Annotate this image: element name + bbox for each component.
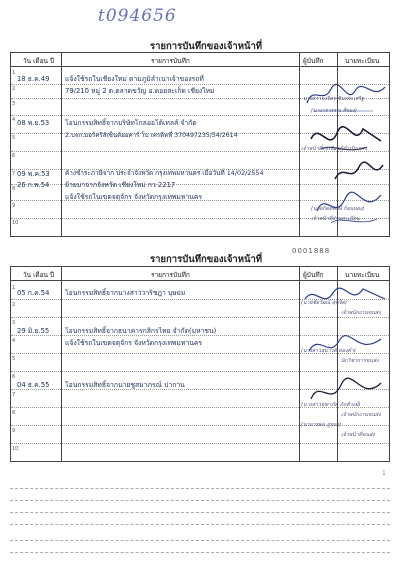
row4-line1: ย้ายมาจากจังหวัด เชียงใหม่ กว 2217 xyxy=(65,181,176,189)
row2-date: 08 พ.ย.53 xyxy=(17,119,50,127)
note-1: นางสาวจงจิตร ชินประเสริฐ xyxy=(303,96,364,102)
footer-stamp: 0001888 xyxy=(292,247,331,255)
t2-note-1: (นายชัยวัฒน์ สุขจิต) xyxy=(301,300,348,306)
table2-header xyxy=(11,267,389,281)
t2-note-4: นักวิชาการขนส่ง xyxy=(341,358,379,364)
row1-line2: 79/210 หมู่ 2 ต.ตลาดขวัญ อ.ดอยสะเก็ด เชียงใหม่ xyxy=(65,87,215,95)
note-5: เจ้าหน้าที่ส่วนทะเบียน xyxy=(311,216,360,222)
row1-date: 18 ธ.ค.49 xyxy=(17,75,50,83)
header-recorder: ผู้บันทึก xyxy=(303,57,324,65)
t2-note-3: (นางสาวสุมาวดี ทองคำ) xyxy=(301,348,356,354)
record-table-1: วัน เดือน ปี รายการบันทึก ผู้บันทึก นายทะเบียน 1 2 3 4 5 6 7 8 9 10 18 ธ.ค.49 แจ้งใช้รถในเชียงใหม่ ตามภูมิลำเนาเจ้าของรถที่ 79/210 หมู่ 2 ต.ตลาดขวัญ อ.ดอยสะเก็ด เชียงใหม่ 08 พ.ย.53 โอนกรรมสิทธิ์จากบริษัทโกลออโต้เทลส์ จำกัด 2.บจก.มอร์คริส์เซ็นต์ออคาร์ โบ เครดิตที่ 370497235/54/2614 09 พ.ค.53 ค้างชำระภาษีจาก ประจำจังหวัด กรุงเทพมหานคร เมื่อวันที่ 14/02/2554 26 ก.พ.54 ย้ายมาจากจังหวัด เชียงใหม่ กว 2217 แจ้งใช้รถในเขตจตุจักร จังหวัดกรุงเทพมหานคร นางสาวจงจิตร ชินประเสริฐ (นางวรวรรณ สีทอง) เจ้าหน้าที่ทะเบียนผู้ดำเนินการ (นายกิตติพงษ์ ก้อนทอง) เจ้าหน้าที่ส่วนทะเบียน xyxy=(10,52,390,237)
note-2: (นางวรวรรณ สีทอง) xyxy=(311,108,357,114)
t2-note-6: เจ้าพนักงานขนส่ง xyxy=(341,412,381,418)
t2-row2-date: 29 มิ.ย.55 xyxy=(17,327,50,335)
row3-line1: ค้างชำระภาษีจาก ประจำจังหวัด กรุงเทพมหานคร เมื่อวันที่ 14/02/2554 xyxy=(65,169,264,177)
document-number: t094656 xyxy=(98,6,177,26)
table1-title: รายการบันทึกของเจ้าหน้าที่ xyxy=(150,41,263,52)
t2-row3-date: 04 ธ.ค.55 xyxy=(17,381,50,389)
row2-line1: โอนกรรมสิทธิ์จากบริษัทโกลออโต้เทลส์ จำกัด xyxy=(65,119,197,127)
t2-row1-line1: โอนกรรมสิทธิ์จากนางสาววาริชฎา บุษยม xyxy=(65,289,186,297)
t2-row1-date: 05 ก.ค.54 xyxy=(17,289,50,297)
row1-line1: แจ้งใช้รถในเชียงใหม่ ตามภูมิลำเนาเจ้าของรถที่ xyxy=(65,75,204,83)
corner-mark: 1 xyxy=(382,470,386,477)
header-date: วัน เดือน ปี xyxy=(23,271,55,279)
t2-note-2: เจ้าพนักงานขนส่ง xyxy=(341,310,381,316)
header-entry: รายการบันทึก xyxy=(151,57,190,65)
header-recorder: ผู้บันทึก xyxy=(303,271,324,279)
header-registrar: นายทะเบียน xyxy=(345,57,380,65)
t2-note-8: เจ้าหน้าที่ขนส่ง xyxy=(341,432,375,438)
note-3: เจ้าหน้าที่ทะเบียนผู้ดำเนินการ xyxy=(301,146,367,152)
t2-note-5: (นางสาวจุฑาภัค ภักดีวงษ์) xyxy=(301,402,361,408)
row4-date: 26 ก.พ.54 xyxy=(17,181,50,189)
record-table-2: วัน เดือน ปี รายการบันทึก ผู้บันทึก นายทะเบียน 1 2 3 4 5 6 7 8 9 10 05 ก.ค.54 โอนกรรมสิทธิ์จากนางสาววาริชฎา บุษยม 29 มิ.ย.55 โอนกรรมสิทธิ์จากธนาคารกสิกรไทย จำกัด(มหาชน) แจ้งใช้รถในเขตจตุจักร จังหวัดกรุงเทพมหานคร 04 ธ.ค.55 โอนกรรมสิทธิ์จากนายชูสมาภรณ์ ปากาน (นายชัยวัฒน์ สุขจิต) เจ้าพนักงานขนส่ง (นางสาวสุมาวดี ทองคำ) นักวิชาการขนส่ง (นางสาวจุฑาภัค ภักดีวงษ์) เจ้าพนักงานขนส่ง (นายวรพล ภู่ทอง) เจ้าหน้าที่ขนส่ง xyxy=(10,266,390,462)
row3-date: 09 พ.ค.53 xyxy=(17,170,50,178)
header-registrar: นายทะเบียน xyxy=(345,271,380,279)
t2-row3-line1: โอนกรรมสิทธิ์จากนายชูสมาภรณ์ ปากาน xyxy=(65,381,185,389)
table1-header xyxy=(11,53,389,67)
t2-row2-line2: แจ้งใช้รถในเขตจตุจักร จังหวัดกรุงเทพมหานคร xyxy=(65,339,203,347)
table2-title: รายการบันทึกของเจ้าหน้าที่ xyxy=(150,254,263,265)
t2-note-7: (นายวรพล ภู่ทอง) xyxy=(301,422,341,428)
row2-line2: 2.บจก.มอร์คริส์เซ็นต์ออคาร์ โบ เครดิตที่ 370497235/54/2614 xyxy=(65,132,238,139)
t2-row2-line1: โอนกรรมสิทธิ์จากธนาคารกสิกรไทย จำกัด(มหาชน) xyxy=(65,327,217,335)
header-entry: รายการบันทึก xyxy=(151,271,190,279)
note-4: (นายกิตติพงษ์ ก้อนทอง) xyxy=(311,206,365,212)
header-date: วัน เดือน ปี xyxy=(23,57,55,65)
row4-line2: แจ้งใช้รถในเขตจตุจักร จังหวัดกรุงเทพมหานคร xyxy=(65,193,203,201)
signature-2 xyxy=(307,119,387,159)
